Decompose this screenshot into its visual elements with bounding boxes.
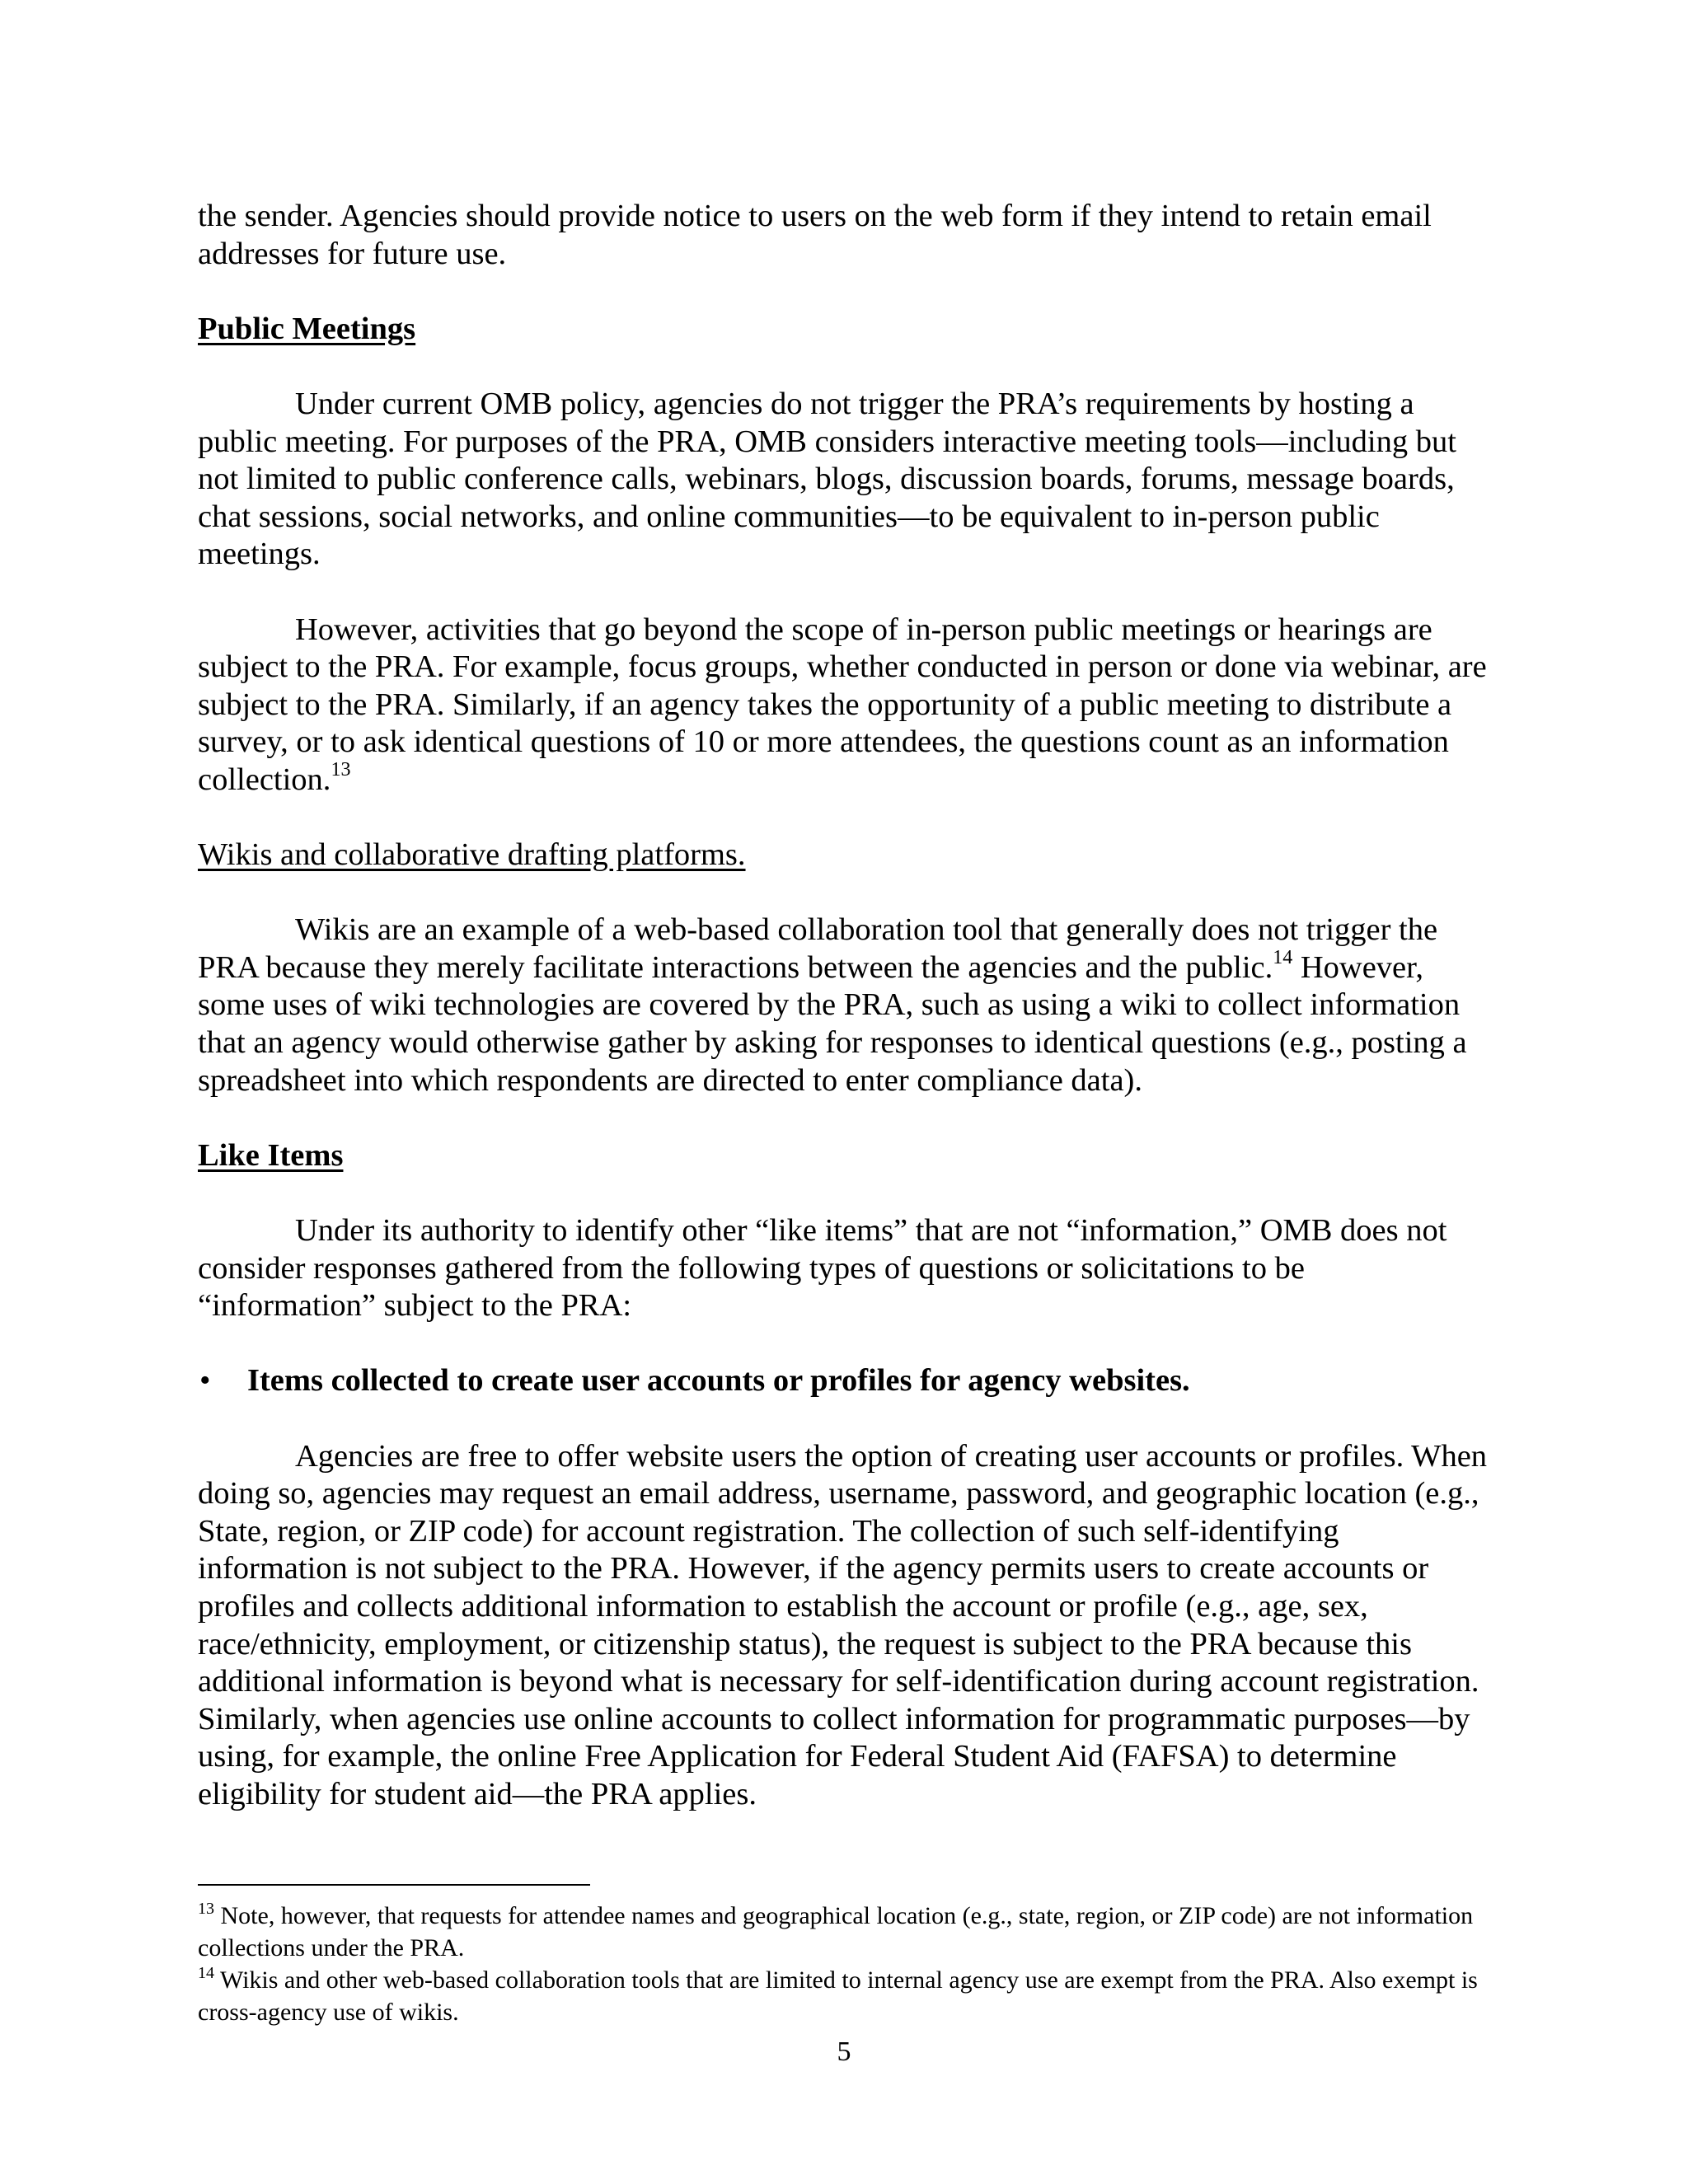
footnote-number: 13: [198, 1900, 214, 1918]
page-number: 5: [837, 2036, 851, 2067]
bullet-icon: •: [199, 1363, 211, 1399]
heading-wikis: Wikis and collaborative drafting platforms.: [198, 837, 746, 873]
heading-public-meetings: Public Meetings: [198, 311, 416, 346]
footnote-separator: [198, 1884, 590, 1886]
footnotes: [198, 1900, 1490, 2028]
paragraph-wikis-text-b: However, some uses of wiki technologies are covered by the PRA, such as using a wiki to collect information that an agency would otherwise gather by asking for responses to identical questions (e.g., posting a spreadsheet into which respondents are directed to enter compliance data).: [198, 949, 1467, 1098]
paragraph-wikis-text-a: Wikis are an example of a web-based collaboration tool that generally does not trigger the PRA because they merely facilitate interactions between the agencies and the public.: [198, 912, 1438, 985]
footnote-13: [198, 1900, 1490, 1964]
paragraph-beyond-scope: [198, 612, 1490, 799]
paragraph-continuation: the sender. Agencies should provide notice to users on the web form if they intend to retain email addresses for future use.: [198, 199, 1432, 271]
paragraph-user-accounts: Agencies are free to offer website users the option of creating user accounts or profiles. When doing so, agencies may request an email address, username, password, and geographic location (e.g., State, region, or ZIP code) for account registration. The collection of such self-identifying information is not subject to the PRA. However, if the agency permits users to create accounts or profiles and collects additional information to establish the account or profile (e.g., age, sex, race/ethnicity, employment, or citizenship status), the request is subject to the PRA because this additional information is beyond what is necessary for self-identification during account registration. Similarly, when agencies use online accounts to collect information for programmatic purposes—by using, for example, the online Free Application for Federal Student Aid (FAFSA) to determine eligibility for student aid—the PRA applies.: [198, 1438, 1488, 1811]
footnote-text: Note, however, that requests for attendee names and geographical location (e.g., state, region, or ZIP code) are not information collections under the PRA.: [198, 1902, 1474, 1961]
bullet-item-text: Items collected to create user accounts or profiles for agency websites.: [247, 1363, 1190, 1399]
body-text: [198, 198, 1490, 1814]
paragraph-beyond-scope-text: However, activities that go beyond the scope of in-person public meetings or hearings are subject to the PRA. For example, focus groups, whether conducted in person or done via webinar, are subject to the PRA. Similarly, if an agency takes the opportunity of a public meeting to distribute a survey, or to ask identical questions of 10 or more attendees, the questions count as an information collection.: [198, 612, 1487, 797]
paragraph-omb-policy: Under current OMB policy, agencies do not trigger the PRA’s requirements by hosting a public meeting. For purposes of the PRA, OMB considers interactive meeting tools—including but not limited to public conference calls, webinars, blogs, discussion boards, forums, message boards, chat sessions, social networks, and online communities—to be equivalent to in-person public meetings.: [198, 386, 1456, 572]
footnote-14: [198, 1964, 1490, 2028]
heading-like-items: Like Items: [198, 1137, 344, 1173]
footnote-ref-14[interactable]: 14: [1273, 946, 1293, 968]
footnote-ref-13[interactable]: 13: [331, 758, 351, 780]
paragraph-wikis: [198, 912, 1490, 1099]
bullet-item-user-accounts: [198, 1362, 1490, 1400]
footnote-number: 14: [198, 1964, 214, 1982]
footnote-text: Wikis and other web-based collaboration tools that are limited to internal agency use are exempt from the PRA. Also exempt is cross-agency use of wikis.: [198, 1966, 1478, 2026]
paragraph-like-items: Under its authority to identify other “like items” that are not “information,” OMB does not consider responses gathered from the following types of questions or solicitations to be “information” subject to the PRA:: [198, 1213, 1447, 1324]
